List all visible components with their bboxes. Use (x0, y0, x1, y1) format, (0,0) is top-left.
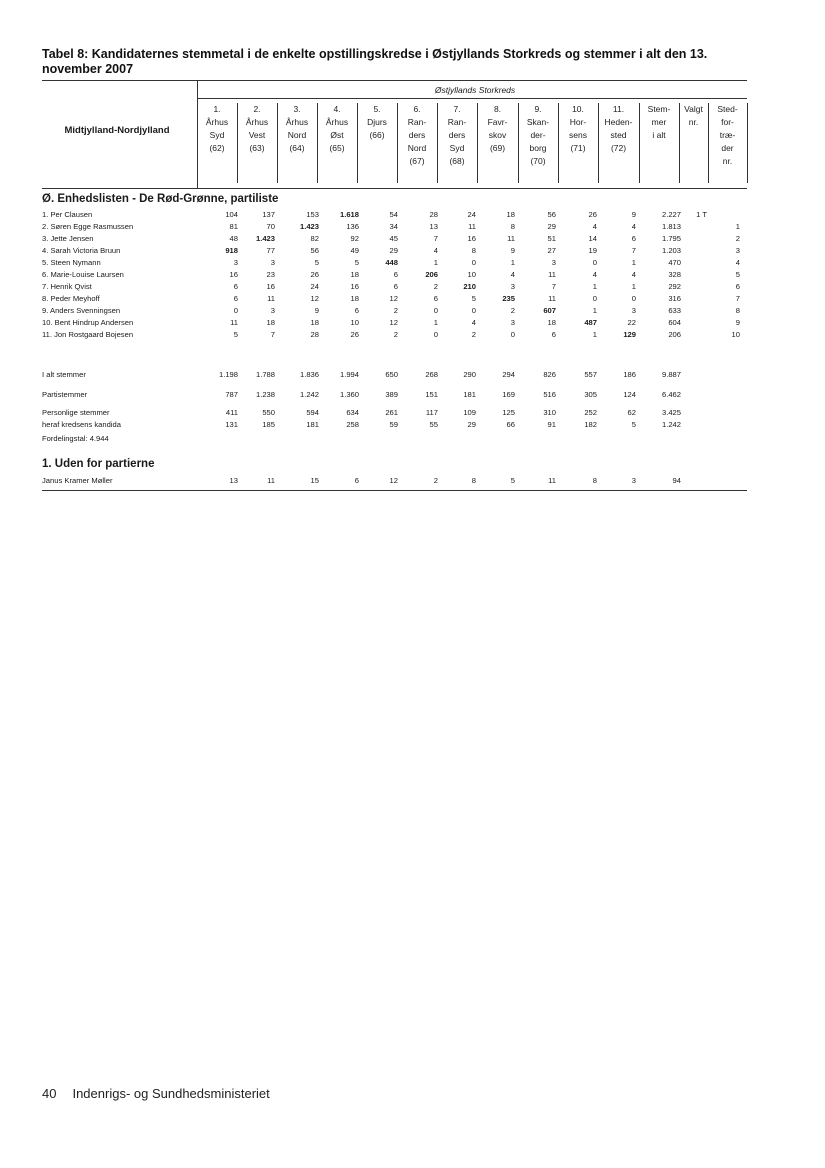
table-cell: 0 (471, 258, 476, 267)
table-cell: 2 (393, 330, 398, 339)
table-cell: 24 (310, 282, 319, 291)
table-cell: 1.423 (255, 234, 275, 243)
row-label: 11. Jon Rostgaard Bojesen (42, 330, 134, 339)
table-cell: 181 (306, 420, 319, 429)
table-row (42, 210, 747, 222)
table-cell: 18 (310, 318, 319, 327)
table-cell: 12 (389, 318, 398, 327)
table-cell: 0 (510, 330, 515, 339)
table-cell: 0 (433, 306, 438, 315)
table-cell: 6 (354, 306, 359, 315)
table-cell: 4 (735, 258, 740, 267)
table-cell: 305 (584, 390, 597, 399)
table-cell: 3 (631, 476, 636, 485)
table-title: Tabel 8: Kandidaternes stemmetal i de enkelte opstillingskredse i Østjyllands Storkreds og stemmer i alt den 13. november 2007 (42, 47, 708, 76)
table-cell: 9 (631, 210, 636, 219)
table-cell: 1.198 (218, 370, 238, 379)
table-cell: 3 (631, 306, 636, 315)
table-cell: 268 (425, 370, 438, 379)
table-cell: 1 (735, 222, 740, 231)
table-cell: 11 (548, 294, 556, 303)
table-cell: 411 (225, 408, 238, 417)
table-cell: 82 (310, 234, 319, 243)
table-cell: 3 (510, 282, 515, 291)
column-header: Stem- mer i alt (639, 103, 680, 183)
table-cell: 7 (631, 246, 636, 255)
totals-row (42, 390, 747, 402)
table-cell: 124 (623, 390, 636, 399)
table-cell: 487 (584, 318, 597, 327)
table-cell: 19 (588, 246, 597, 255)
table-cell: 516 (543, 390, 556, 399)
table-cell: 137 (262, 210, 275, 219)
table-row (42, 282, 747, 294)
table-cell: 10 (467, 270, 476, 279)
table-cell: 1.242 (299, 390, 319, 399)
table-cell: 18 (266, 318, 275, 327)
totals-row (42, 370, 747, 382)
table-cell: 181 (463, 390, 476, 399)
table-cell: 2 (433, 476, 438, 485)
row-label: 10. Bent Hindrup Andersen (42, 318, 134, 327)
table-cell: 5 (471, 294, 476, 303)
table-cell: 328 (668, 270, 681, 279)
table-cell: 290 (463, 370, 476, 379)
table-cell: 12 (310, 294, 319, 303)
table-cell: 604 (668, 318, 681, 327)
row-label: 6. Marie-Louise Laursen (42, 270, 124, 279)
table-cell: 2.227 (661, 210, 681, 219)
table-cell: 1.203 (661, 246, 681, 255)
table-cell: 3.425 (661, 408, 681, 417)
row-label: heraf kredsens kandida (42, 420, 121, 429)
table-cell: 3 (270, 258, 275, 267)
table-cell: 81 (229, 222, 238, 231)
table-cell: 56 (310, 246, 319, 255)
row-label: 8. Peder Meyhoff (42, 294, 100, 303)
header-top-rule (42, 80, 747, 81)
table-cell: 186 (623, 370, 636, 379)
column-header: 4. Århus Øst (65) (317, 103, 358, 183)
column-header: 6. Ran- ders Nord (67) (397, 103, 438, 183)
table-cell: 4 (631, 270, 636, 279)
table-cell: 787 (225, 390, 238, 399)
table-cell: 2 (735, 234, 740, 243)
table-cell: 1.423 (299, 222, 319, 231)
table-cell: 125 (502, 408, 515, 417)
table-cell: 2 (471, 330, 476, 339)
table-cell: 7 (433, 234, 438, 243)
column-header: 11. Heden- sted (72) (598, 103, 640, 183)
table-cell: 48 (229, 234, 238, 243)
header-bottom-rule (42, 188, 747, 189)
table-cell: 185 (262, 420, 275, 429)
storkreds-label: Østjyllands Storkreds (434, 85, 516, 95)
table-row (42, 222, 747, 234)
table-cell: 2 (510, 306, 515, 315)
table-row (42, 270, 747, 282)
table-cell: 27 (547, 246, 556, 255)
table-cell: 54 (389, 210, 398, 219)
table-cell: 4 (631, 222, 636, 231)
table-cell: 66 (506, 420, 515, 429)
table-cell: 235 (502, 294, 515, 303)
table-cell: 34 (389, 222, 398, 231)
table-cell: 1.994 (339, 370, 359, 379)
table-cell: 1 (433, 318, 438, 327)
table-cell: 11 (548, 270, 556, 279)
table-cell: 45 (389, 234, 398, 243)
table-cell: 11 (230, 318, 238, 327)
table-cell: 13 (429, 222, 438, 231)
table-cell: 0 (471, 306, 476, 315)
row-label: Janus Kramer Møller (42, 476, 113, 485)
column-header: 3. Århus Nord (64) (277, 103, 318, 183)
column-header: 1. Århus Syd (62) (197, 103, 238, 183)
table-cell: 4 (510, 270, 515, 279)
table-cell: 14 (588, 234, 597, 243)
table-cell: 1.795 (661, 234, 681, 243)
table-cell: 49 (350, 246, 359, 255)
table-cell: 1 (592, 306, 597, 315)
table-cell: 94 (672, 476, 681, 485)
table-cell: 650 (385, 370, 398, 379)
table-cell: 11 (267, 294, 275, 303)
table-cell: 18 (350, 270, 359, 279)
table-cell: 8 (592, 476, 597, 485)
table-cell: 1.238 (255, 390, 275, 399)
table-cell: 28 (429, 210, 438, 219)
table-cell: 2 (393, 306, 398, 315)
table-cell: 91 (547, 420, 556, 429)
section-title-uden-for-partierne: 1. Uden for partierne (42, 458, 155, 470)
table-cell: 3 (735, 246, 740, 255)
table-cell: 55 (429, 420, 438, 429)
table-cell: 11 (507, 234, 515, 243)
totals-row (42, 408, 747, 420)
table-cell: 0 (592, 294, 597, 303)
table-cell: 389 (385, 390, 398, 399)
table-cell: 4 (471, 318, 476, 327)
table-cell: 594 (306, 408, 319, 417)
table-cell: 4 (592, 222, 597, 231)
table-cell: 6 (233, 294, 238, 303)
table-cell: 550 (262, 408, 275, 417)
row-label: 5. Steen Nymann (42, 258, 101, 267)
table-cell: 310 (543, 408, 556, 417)
table-cell: 18 (350, 294, 359, 303)
table-cell: 62 (627, 408, 636, 417)
table-cell: 1 (631, 282, 636, 291)
table-cell: 59 (389, 420, 398, 429)
table-cell: 1 (433, 258, 438, 267)
table-cell: 29 (389, 246, 398, 255)
table-cell: 1 (592, 330, 597, 339)
table-cell: 117 (425, 408, 438, 417)
table-cell: 16 (350, 282, 359, 291)
table-cell: 0 (631, 294, 636, 303)
table-cell: 109 (463, 408, 476, 417)
table-cell: 1 (592, 282, 597, 291)
table-cell: 6 (393, 270, 398, 279)
table-row (42, 306, 747, 318)
table-row (42, 258, 747, 270)
table-cell: 292 (668, 282, 681, 291)
row-label: 2. Søren Egge Rasmussen (42, 222, 134, 231)
table-cell: 5 (510, 476, 515, 485)
table-cell: 0 (433, 330, 438, 339)
table-cell: 206 (668, 330, 681, 339)
table-cell: 9 (510, 246, 515, 255)
storkreds-rule (197, 98, 747, 99)
region-label: Midtjylland-Nordjylland (64, 125, 170, 136)
table-cell: 6 (354, 476, 359, 485)
table-cell: 6.462 (661, 390, 681, 399)
table-cell: 316 (668, 294, 681, 303)
column-header: 2. Århus Vest (63) (237, 103, 278, 183)
table-cell: 294 (502, 370, 515, 379)
table-cell: 3 (270, 306, 275, 315)
row-label: Partistemmer (42, 390, 88, 399)
table-cell: 5 (233, 330, 238, 339)
row-label: Personlige stemmer (42, 408, 110, 417)
table-cell: 6 (631, 234, 636, 243)
table-cell: 18 (506, 210, 515, 219)
table-cell: 918 (225, 246, 238, 255)
table-cell: 8 (510, 222, 515, 231)
table-cell: 607 (543, 306, 556, 315)
table-cell: 136 (346, 222, 359, 231)
table-cell: 1.618 (339, 210, 359, 219)
table-cell: 18 (547, 318, 556, 327)
table-cell: 1 (510, 258, 515, 267)
footer-publisher: Indenrigs- og Sundhedsministeriet (72, 1086, 270, 1101)
table-cell: 77 (266, 246, 275, 255)
table-cell: 70 (266, 222, 275, 231)
totals-row (42, 420, 747, 432)
table-cell: 12 (389, 294, 398, 303)
table-cell: 1.836 (299, 370, 319, 379)
table-cell: 10 (731, 330, 740, 339)
table-cell: 56 (547, 210, 556, 219)
column-header: Valgt nr. (679, 103, 709, 183)
table-cell: 104 (225, 210, 238, 219)
table-cell: 5 (735, 270, 740, 279)
row-label: 3. Jette Jensen (42, 234, 94, 243)
table-row (42, 234, 747, 246)
table-cell: 633 (668, 306, 681, 315)
table-cell: 7 (270, 330, 275, 339)
table-cell: 22 (627, 318, 636, 327)
table-cell: 5 (631, 420, 636, 429)
table-cell: 1.813 (661, 222, 681, 231)
table-cell: 12 (389, 476, 398, 485)
row-label: I alt stemmer (42, 370, 86, 379)
table-cell: 6 (393, 282, 398, 291)
table-cell: 16 (229, 270, 238, 279)
table-cell: 11 (267, 476, 275, 485)
table-row (42, 246, 747, 258)
table-cell: 28 (310, 330, 319, 339)
table-cell: 8 (471, 246, 476, 255)
table-cell: 169 (502, 390, 515, 399)
table-cell: 5 (314, 258, 319, 267)
table-cell: 1.360 (339, 390, 359, 399)
table-row (42, 476, 747, 488)
table-cell: 129 (623, 330, 636, 339)
table-cell: 1.242 (661, 420, 681, 429)
table-cell: 26 (310, 270, 319, 279)
column-header: 7. Ran- ders Syd (68) (437, 103, 478, 183)
table-cell: 7 (735, 294, 740, 303)
table-cell: 2 (433, 282, 438, 291)
table-cell: 153 (306, 210, 319, 219)
table-cell: 26 (350, 330, 359, 339)
table-cell: 1 (631, 258, 636, 267)
row-label: 9. Anders Svenningsen (42, 306, 121, 315)
table-cell: 6 (551, 330, 556, 339)
table-cell: 29 (547, 222, 556, 231)
table-cell: 1.788 (255, 370, 275, 379)
table-cell: 6 (735, 282, 740, 291)
table-row (42, 318, 747, 330)
table-cell: 8 (471, 476, 476, 485)
row-label: 7. Henrik Qvist (42, 282, 92, 291)
row-label: Fordelingstal: 4.944 (42, 434, 109, 443)
table-cell: 182 (584, 420, 597, 429)
table-cell: 15 (310, 476, 319, 485)
table-cell: 3 (551, 258, 556, 267)
table-cell: 5 (354, 258, 359, 267)
table-cell: 9 (314, 306, 319, 315)
table-cell: 151 (425, 390, 438, 399)
table-cell: 0 (233, 306, 238, 315)
page-number: 40 (42, 1086, 57, 1101)
column-header: 10. Hor- sens (71) (558, 103, 599, 183)
table-cell: 826 (543, 370, 556, 379)
section-title-enhedslisten: Ø. Enhedslisten - De Rød-Grønne, partiliste (42, 193, 279, 205)
column-header: 5. Djurs (66) (357, 103, 398, 183)
table-cell: 258 (346, 420, 359, 429)
table-cell: 3 (510, 318, 515, 327)
table-cell: 0 (592, 258, 597, 267)
table-cell: 7 (551, 282, 556, 291)
table-cell: 9.887 (661, 370, 681, 379)
table-cell: 4 (592, 270, 597, 279)
table-cell: 6 (433, 294, 438, 303)
row-label: 1. Per Clausen (42, 210, 93, 219)
table-cell: 131 (225, 420, 238, 429)
row-label: 4. Sarah Victoria Bruun (42, 246, 121, 255)
table-row (42, 330, 747, 342)
totals-row (42, 434, 747, 446)
table-cell: 470 (668, 258, 681, 267)
table-cell: 6 (233, 282, 238, 291)
table-cell: 23 (266, 270, 275, 279)
table-cell: 557 (584, 370, 597, 379)
column-header: Sted- for- træ- der nr. (708, 103, 748, 183)
table-cell: 13 (229, 476, 238, 485)
table-cell: 9 (735, 318, 740, 327)
table-cell: 92 (350, 234, 359, 243)
table-cell: 8 (735, 306, 740, 315)
table-cell: 206 (425, 270, 438, 279)
table-cell: 261 (385, 408, 398, 417)
table-cell: 26 (588, 210, 597, 219)
table-cell: 51 (547, 234, 556, 243)
table-cell: 252 (584, 408, 597, 417)
table-cell: 210 (463, 282, 476, 291)
table-cell: 29 (467, 420, 476, 429)
table-cell: 16 (266, 282, 275, 291)
column-header: 8. Favr- skov (69) (477, 103, 519, 183)
column-header: 9. Skan- der- borg (70) (518, 103, 559, 183)
page-footer (42, 1086, 270, 1101)
table-cell: 634 (346, 408, 359, 417)
table-cell: 3 (233, 258, 238, 267)
table-cell: 448 (385, 258, 398, 267)
table-cell: 11 (468, 222, 476, 231)
table-cell: 1 T (696, 210, 707, 219)
table-cell: 24 (467, 210, 476, 219)
table-cell: 11 (548, 476, 556, 485)
table-row (42, 294, 747, 306)
table-bottom-rule (42, 490, 747, 491)
table-cell: 16 (467, 234, 476, 243)
table-cell: 10 (350, 318, 359, 327)
table-cell: 4 (433, 246, 438, 255)
